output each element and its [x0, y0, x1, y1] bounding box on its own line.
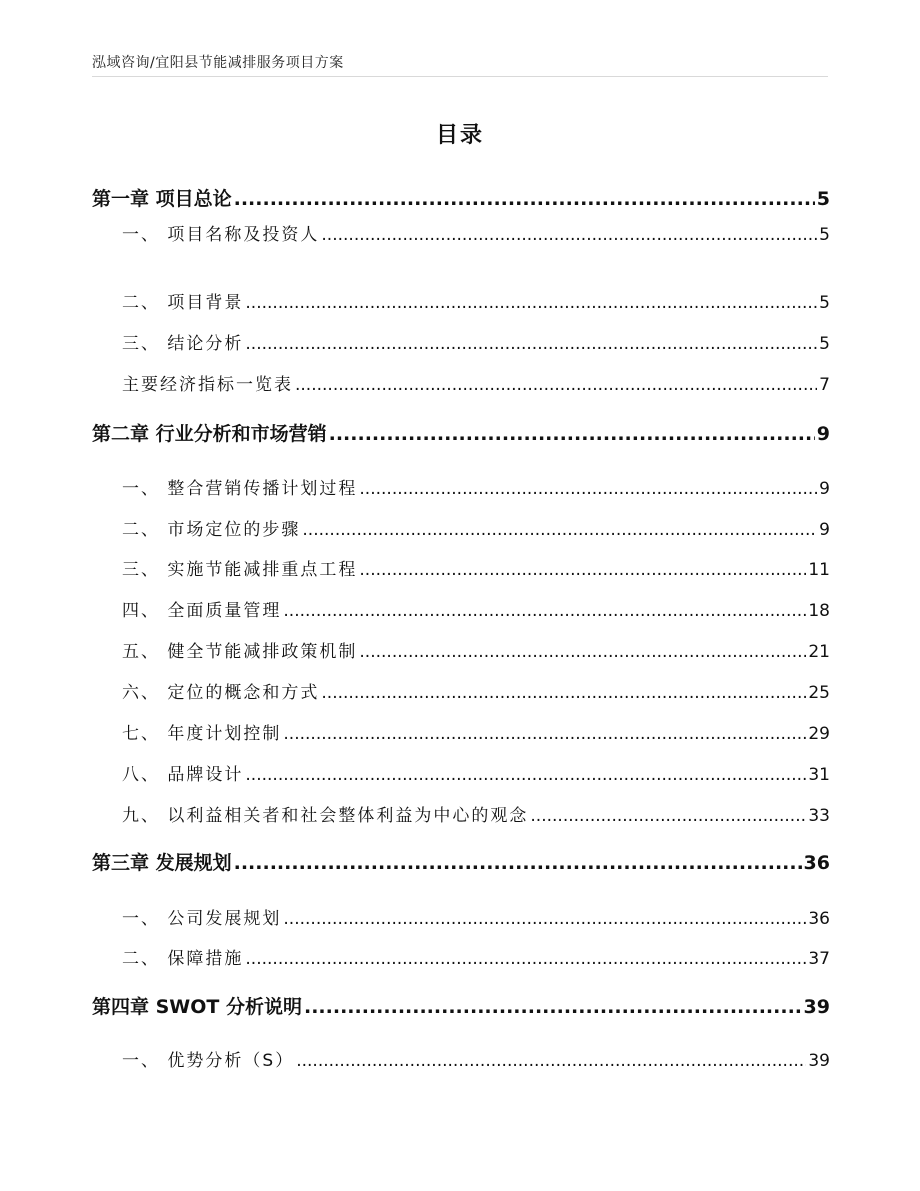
toc-entry-label: 四、 全面质量管理 [122, 601, 282, 621]
dot-leader [304, 996, 802, 1018]
toc-page-number: 36 [803, 852, 830, 874]
dot-leader [359, 642, 806, 662]
dot-leader [245, 334, 817, 354]
toc-entry-label: 第二章 行业分析和市场营销 [92, 423, 327, 445]
toc-section[interactable] [122, 904, 830, 929]
toc-page-number: 5 [819, 225, 830, 245]
toc-entry-label: 第四章 SWOT 分析说明 [92, 996, 302, 1018]
toc-page-number: 18 [808, 601, 830, 621]
dot-leader [302, 520, 817, 540]
dot-leader [295, 375, 817, 395]
toc-section[interactable] [122, 329, 830, 354]
toc-page-number: 5 [819, 293, 830, 313]
toc-page-number: 29 [808, 724, 830, 744]
toc-chapter-2[interactable] [92, 419, 830, 446]
toc-section[interactable] [122, 719, 830, 744]
toc-section[interactable] [122, 944, 830, 969]
toc-entry-label: 主要经济指标一览表 [122, 375, 293, 395]
toc-chapter-4[interactable] [92, 992, 830, 1019]
dot-leader [359, 560, 806, 580]
toc-section[interactable] [122, 1046, 830, 1071]
dot-leader [245, 765, 806, 785]
dot-leader [296, 1051, 806, 1071]
toc-section[interactable] [122, 288, 830, 313]
toc-entry-label: 三、 结论分析 [122, 334, 244, 354]
toc-section[interactable] [122, 760, 830, 785]
toc-section[interactable] [122, 801, 830, 826]
dot-leader [283, 601, 806, 621]
toc-page-number: 7 [819, 375, 830, 395]
toc-chapter-1[interactable] [92, 184, 830, 211]
toc-page-number: 39 [808, 1051, 830, 1071]
toc-page-number: 25 [808, 683, 830, 703]
toc-section[interactable] [122, 474, 830, 499]
toc-page-number: 39 [803, 996, 830, 1018]
toc-entry-label: 一、 优势分析（S） [122, 1051, 295, 1071]
toc-page-number: 9 [819, 479, 830, 499]
toc-section[interactable] [122, 637, 830, 662]
toc-entry-label: 八、 品牌设计 [122, 765, 244, 785]
dot-leader [530, 806, 806, 826]
toc-section[interactable] [122, 555, 830, 580]
toc-section[interactable] [122, 515, 830, 540]
dot-leader [234, 188, 815, 210]
toc-entry-label: 三、 实施节能减排重点工程 [122, 560, 358, 580]
toc-entry-label: 七、 年度计划控制 [122, 724, 282, 744]
dot-leader [359, 479, 817, 499]
toc-entry-label: 一、 公司发展规划 [122, 909, 282, 929]
toc-entry-label: 一、 项目名称及投资人 [122, 225, 320, 245]
dot-leader [321, 683, 806, 703]
dot-leader [283, 724, 806, 744]
toc-section[interactable] [122, 596, 830, 621]
dot-leader [321, 225, 817, 245]
toc-page-number: 5 [816, 188, 830, 210]
dot-leader [234, 852, 802, 874]
toc-page-number: 5 [819, 334, 830, 354]
toc-section[interactable] [122, 220, 830, 245]
toc-chapter-3[interactable] [92, 848, 830, 875]
dot-leader [283, 909, 806, 929]
toc-entry-label: 九、 以利益相关者和社会整体利益为中心的观念 [122, 806, 529, 826]
toc-page-number: 37 [808, 949, 830, 969]
toc-page-number: 9 [816, 423, 830, 445]
toc-entry-label: 二、 项目背景 [122, 293, 244, 313]
dot-leader [245, 293, 817, 313]
toc-page-number: 36 [808, 909, 830, 929]
dot-leader [245, 949, 806, 969]
toc-page-number: 11 [808, 560, 830, 580]
toc-entry-label: 第一章 项目总论 [92, 188, 232, 210]
toc-entry-label: 五、 健全节能减排政策机制 [122, 642, 358, 662]
toc-entry-label: 二、 市场定位的步骤 [122, 520, 301, 540]
toc-page-number: 31 [808, 765, 830, 785]
dot-leader [329, 423, 815, 445]
header-divider [92, 76, 828, 77]
toc-page-number: 33 [808, 806, 830, 826]
toc-section[interactable] [122, 370, 830, 395]
toc-page-number: 21 [808, 642, 830, 662]
toc-page-number: 9 [819, 520, 830, 540]
toc-title: 目录 [435, 123, 484, 148]
toc-entry-label: 一、 整合营销传播计划过程 [122, 479, 358, 499]
toc-entry-label: 第三章 发展规划 [92, 852, 232, 874]
page-header: 泓域咨询/宜阳县节能减排服务项目方案 [92, 55, 344, 71]
toc-section[interactable] [122, 678, 830, 703]
toc-entry-label: 二、 保障措施 [122, 949, 244, 969]
toc-entry-label: 六、 定位的概念和方式 [122, 683, 320, 703]
